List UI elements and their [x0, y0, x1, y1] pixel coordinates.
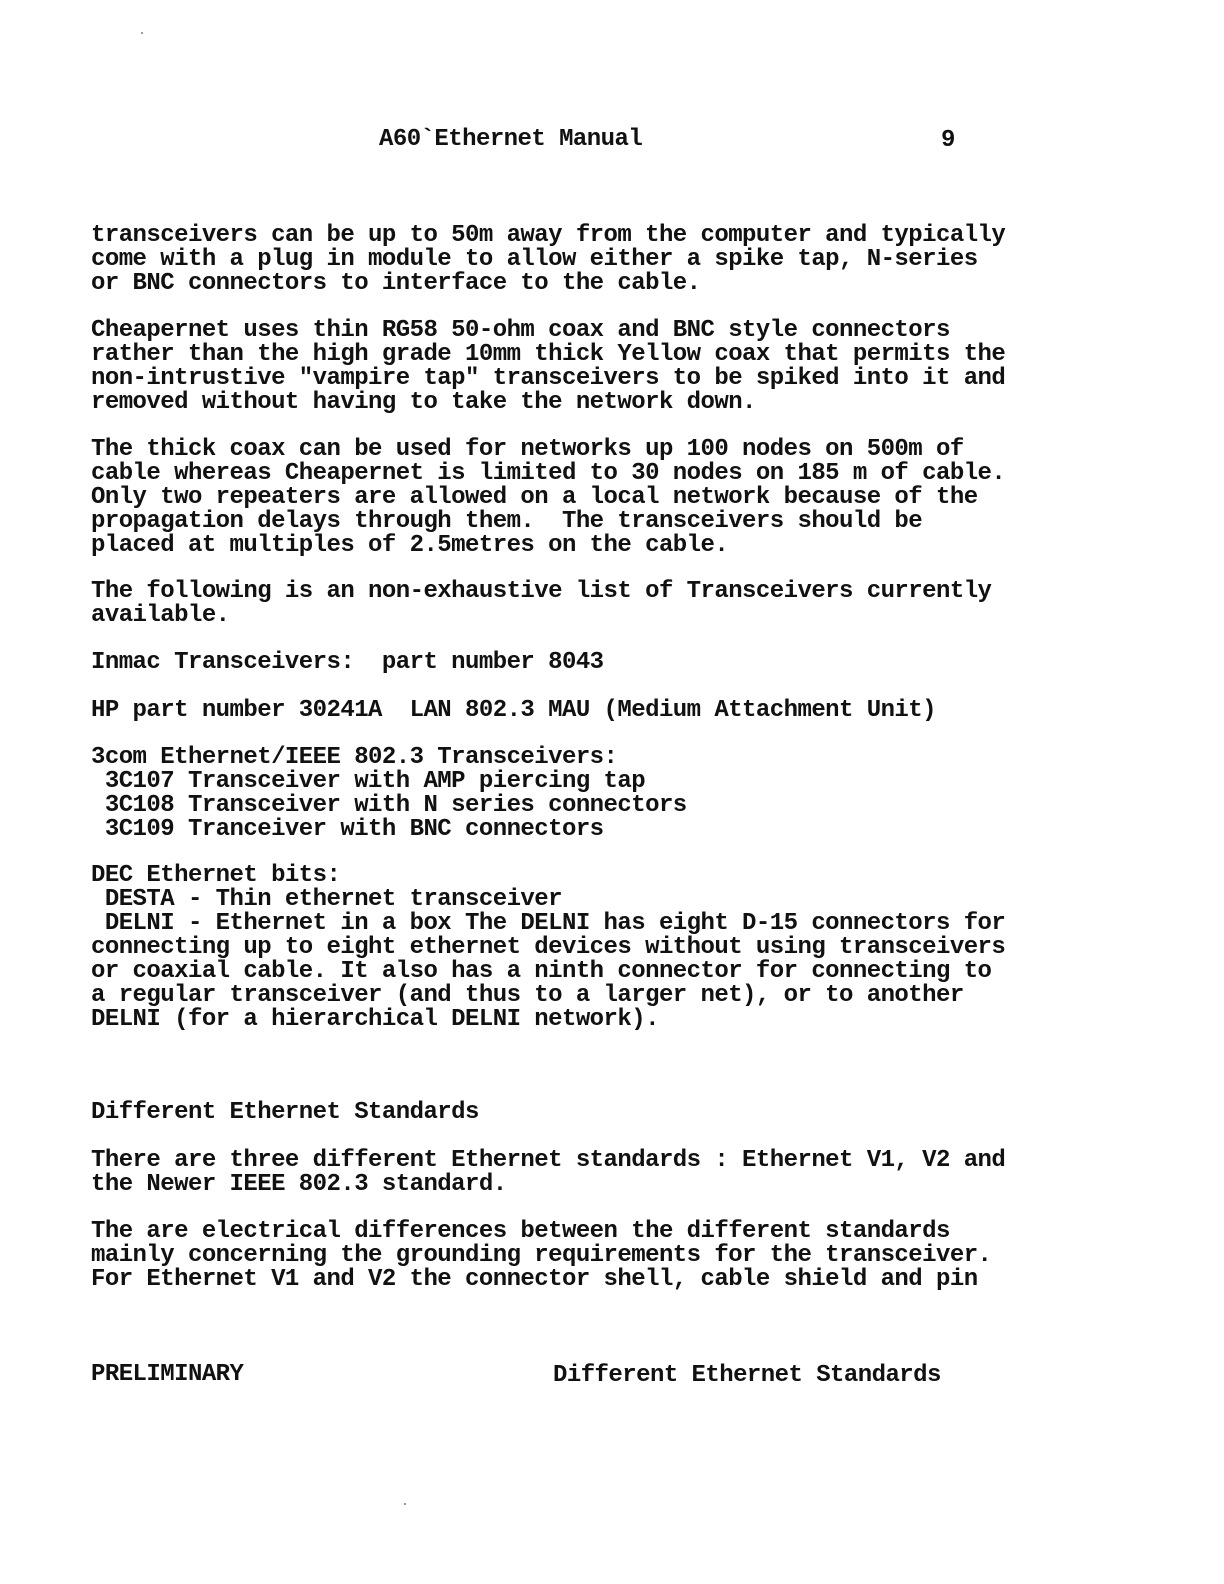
text-line: Inmac Transceivers: part number 8043 [91, 649, 604, 676]
paragraph-transceiver-list-intro [91, 580, 991, 628]
running-header-title: A60`Ethernet Manual [379, 126, 643, 153]
text-line: The are electrical differences between the different standards [91, 1218, 950, 1245]
text-line: placed at multiples of 2.5metres on the cable. [91, 532, 729, 559]
text-line: cable whereas Cheapernet is limited to 30 nodes on 185 m of cable. [91, 460, 1006, 487]
page-number: 9 [941, 127, 955, 154]
text-line: transceivers can be up to 50m away from the computer and typically [91, 222, 1006, 249]
list-item: DESTA - Thin ethernet transceiver [91, 886, 562, 913]
scan-speck [141, 32, 143, 34]
footer-section-title: Different Ethernet Standards [553, 1362, 941, 1389]
paragraph-transceiver-distance [91, 224, 1005, 296]
text-line: mainly concerning the grounding requirements for the transceiver. [91, 1242, 992, 1269]
paragraph-3com-list [91, 746, 687, 842]
text-line: DEC Ethernet bits: [91, 862, 341, 889]
text-line: There are three different Ethernet standards : Ethernet V1, V2 and [91, 1147, 1006, 1174]
paragraph-thick-coax [91, 438, 1005, 558]
list-item: 3C109 Tranceiver with BNC connectors [91, 816, 604, 843]
text-line: For Ethernet V1 and V2 the connector shell, cable shield and pin [91, 1266, 978, 1293]
text-line: 3com Ethernet/IEEE 802.3 Transceivers: [91, 744, 618, 771]
text-line: propagation delays through them. The transceivers should be [91, 508, 923, 535]
text-line: Cheapernet uses thin RG58 50-ohm coax and BNC style connectors [91, 317, 950, 344]
text-line: The thick coax can be used for networks up 100 nodes on 500m of [91, 436, 964, 463]
text-line: Only two repeaters are allowed on a local network because of the [91, 484, 978, 511]
text-line: removed without having to take the network down. [91, 389, 756, 416]
text-line: DELNI (for a hierarchical DELNI network). [91, 1006, 659, 1033]
text-line: The following is an non-exhaustive list of Transceivers currently [91, 578, 992, 605]
paragraph-hp [91, 699, 936, 723]
footer-status: PRELIMINARY [91, 1361, 244, 1388]
text-line: a regular transceiver (and thus to a larger net), or to another [91, 982, 964, 1009]
text-line: non-intrustive "vampire tap" transceivers to be spiked into it and [91, 365, 1006, 392]
scan-speck [404, 1503, 406, 1505]
text-line: rather than the high grade 10mm thick Yellow coax that permits the [91, 341, 1006, 368]
list-item: 3C107 Transceiver with AMP piercing tap [91, 768, 646, 795]
text-line: the Newer IEEE 802.3 standard. [91, 1171, 507, 1198]
section-heading-text: Different Ethernet Standards [91, 1099, 479, 1126]
text-line: available. [91, 602, 230, 629]
text-line: connecting up to eight ethernet devices without using transceivers [91, 934, 1006, 961]
text-line: come with a plug in module to allow either a spike tap, N-series [91, 246, 978, 273]
text-line: HP part number 30241A LAN 802.3 MAU (Medium Attachment Unit) [91, 697, 936, 724]
paragraph-electrical-differences [91, 1220, 991, 1292]
paragraph-dec-list [91, 864, 1005, 1032]
text-line: or coaxial cable. It also has a ninth connector for connecting to [91, 958, 992, 985]
list-item: DELNI - Ethernet in a box The DELNI has eight D-15 connectors for [91, 910, 1006, 937]
paragraph-cheapernet [91, 319, 1005, 415]
list-item: 3C108 Transceiver with N series connectors [91, 792, 687, 819]
paragraph-three-standards [91, 1149, 1005, 1197]
section-heading [91, 1101, 479, 1125]
text-line: or BNC connectors to interface to the cable. [91, 270, 701, 297]
paragraph-inmac [91, 651, 604, 675]
